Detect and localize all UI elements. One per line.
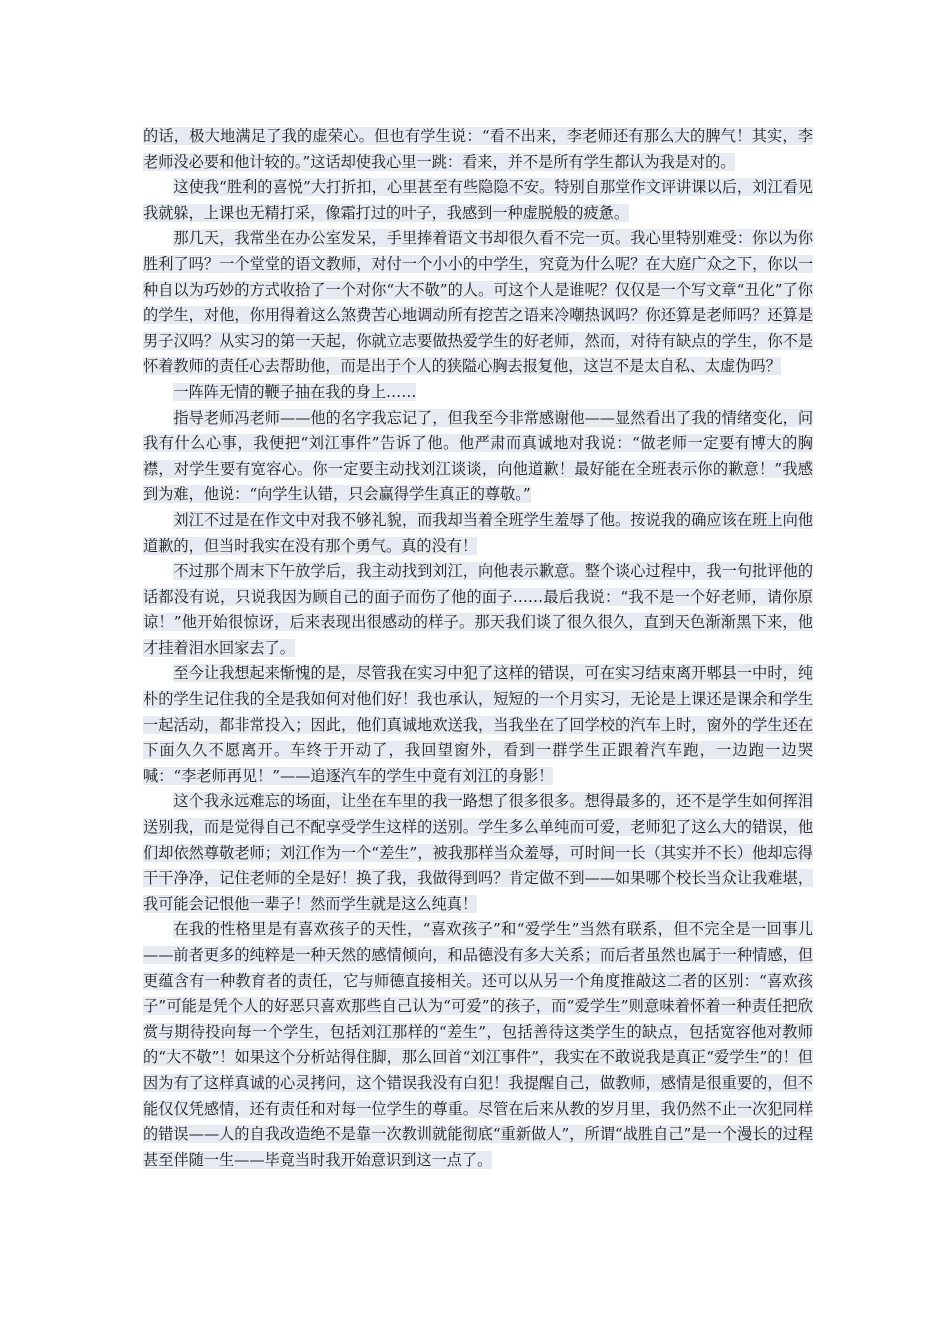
paragraph-7	[143, 559, 813, 661]
paragraph-10	[143, 917, 813, 1173]
paragraph-8-text: 至今让我想起来惭愧的是，尽管我在实习中犯了这样的错误，可在实习结束离开郫县一中时，纯朴的学生记住我的全是我如何对他们好！我也承认，短短的一个月实习，无论是上课还是课余和学生一起活动，都非常投入；因此，他们真诚地欢送我，当我坐在了回学校的汽车上时，窗外的学生还在下面久久不愿离开。车终于开动了，我回望窗外，看到一群学生正跟着汽车跑，一边跑一边哭喊：“李老师再见！”——追逐汽车的学生中竟有刘江的身影！	[143, 664, 813, 785]
paragraph-2	[143, 175, 813, 226]
paragraph-10-text: 在我的性格里是有喜欢孩子的天性，“喜欢孩子”和“爱学生”当然有联系，但不完全是一回事儿——前者更多的纯粹是一种天然的感情倾向，和品德没有多大关系；而后者虽然也属于一种情感，但更蕴含有一种教育者的责任，它与师德直接相关。还可以从另一个角度推敲这二者的区别：“喜欢孩子”可能是凭个人的好恶只喜欢那些自己认为“可爱”的孩子，而“爱学生”则意味着怀着一种责任把欣赏与期待投向每一个学生，包括刘江那样的“差生”，包括善待这类学生的缺点，包括宽容他对教师的“大不敬”！如果这个分析站得住脚，那么回首“刘江事件”，我实在不敢说我是真正“爱学生”的！但因为有了这样真诚的心灵拷问，这个错误我没有白犯！我提醒自己，做教师，感情是很重要的，但不能仅仅凭感情，还有责任和对每一位学生的尊重。尽管在后来从教的岁月里，我仍然不止一次犯同样的错误——人的自我改造绝不是靠一次教训就能彻底“重新做人”，所谓“战胜自己”是一个漫长的过程甚至伴随一生——毕竟当时我开始意识到这一点了。	[143, 920, 813, 1169]
paragraph-1	[143, 124, 813, 175]
paragraph-4-text: 一阵阵无情的鞭子抽在我的身上……	[173, 382, 417, 401]
paragraph-1-text: 的话，极大地满足了我的虚荣心。但也有学生说：“看不出来，李老师还有那么大的脾气！其实，李老师没必要和他计较的。”这话却使我心里一跳：看来，并不是所有学生都认为我是对的。	[143, 127, 813, 171]
paragraph-9	[143, 789, 813, 917]
paragraph-6-text: 刘江不过是在作文中对我不够礼貌，而我却当着全班学生羞辱了他。按说我的确应该在班上向他道歉的，但当时我实在没有那个勇气。真的没有！	[143, 510, 813, 555]
paragraph-2-text: 这使我“胜利的喜悦”大打折扣，心里甚至有些隐隐不安。特别自那堂作文评讲课以后，刘江看见我就躲，上课也无精打采，像霜打过的叶子，我感到一种虚脱般的疲惫。	[143, 178, 813, 222]
paragraph-3-text: 那几天，我常坐在办公室发呆，手里捧着语文书却很久看不完一页。我心里特别难受：你以为你胜利了吗？一个堂堂的语文教师，对付一个小小的中学生，究竟为什么呢？在大庭广众之下，你以一种自以为巧妙的方式收拾了一个对你“大不敬”的人。可这个人是谁呢？仅仅是一个写文章“丑化”了你的学生，对他，你用得着这么煞费苦心地调动所有挖苦之语来冷嘲热讽吗？你还算是老师吗？还算是男子汉吗？从实习的第一天起，你就立志要做热爱学生的好老师，然而，对待有缺点的学生，你不是怀着教师的责任心去帮助他，而是出于个人的狭隘心胸去报复他，这岂不是太自私、太虚伪吗？	[143, 229, 813, 376]
paragraph-6	[143, 508, 813, 559]
paragraph-5	[143, 406, 813, 508]
paragraph-9-text: 这个我永远难忘的场面，让坐在车里的我一路想了很多很多。想得最多的，还不是学生如何挥泪送别我，而是觉得自己不配享受学生这样的送别。学生多么单纯而可爱，老师犯了这么大的错误，他们却依然尊敬老师；刘江作为一个“差生”，被我那样当众羞辱，可时间一长（其实并不长）他却忘得干干净净，记住老师的全是好！换了我，我做得到吗？肯定做不到——如果哪个校长当众让我难堪，我可能会记恨他一辈子！然而学生就是这么纯真！	[143, 792, 813, 913]
document-body	[143, 124, 813, 1173]
paragraph-8	[143, 661, 813, 789]
paragraph-4	[143, 380, 813, 406]
paragraph-3	[143, 226, 813, 380]
paragraph-5-text: 指导老师冯老师——他的名字我忘记了，但我至今非常感谢他——显然看出了我的情绪变化，问我有什么心事，我便把“刘江事件”告诉了他。他严肃而真诚地对我说：“做老师一定要有博大的胸襟，对学生要有宽容心。你一定要主动找刘江谈谈，向他道歉！最好能在全班表示你的歉意！”我感到为难，他说：“向学生认错，只会赢得学生真正的尊敬。”	[143, 408, 813, 504]
paragraph-7-text: 不过那个周末下午放学后，我主动找到刘江，向他表示歉意。整个谈心过程中，我一句批评他的话都没有说，只说我因为顾自己的面子而伤了他的面子……最后我说：“我不是一个好老师，请你原谅！”他开始很惊讶，后来表现出很感动的样子。那天我们谈了很久很久，直到天色渐渐黑下来，他才挂着泪水回家去了。	[143, 562, 813, 657]
